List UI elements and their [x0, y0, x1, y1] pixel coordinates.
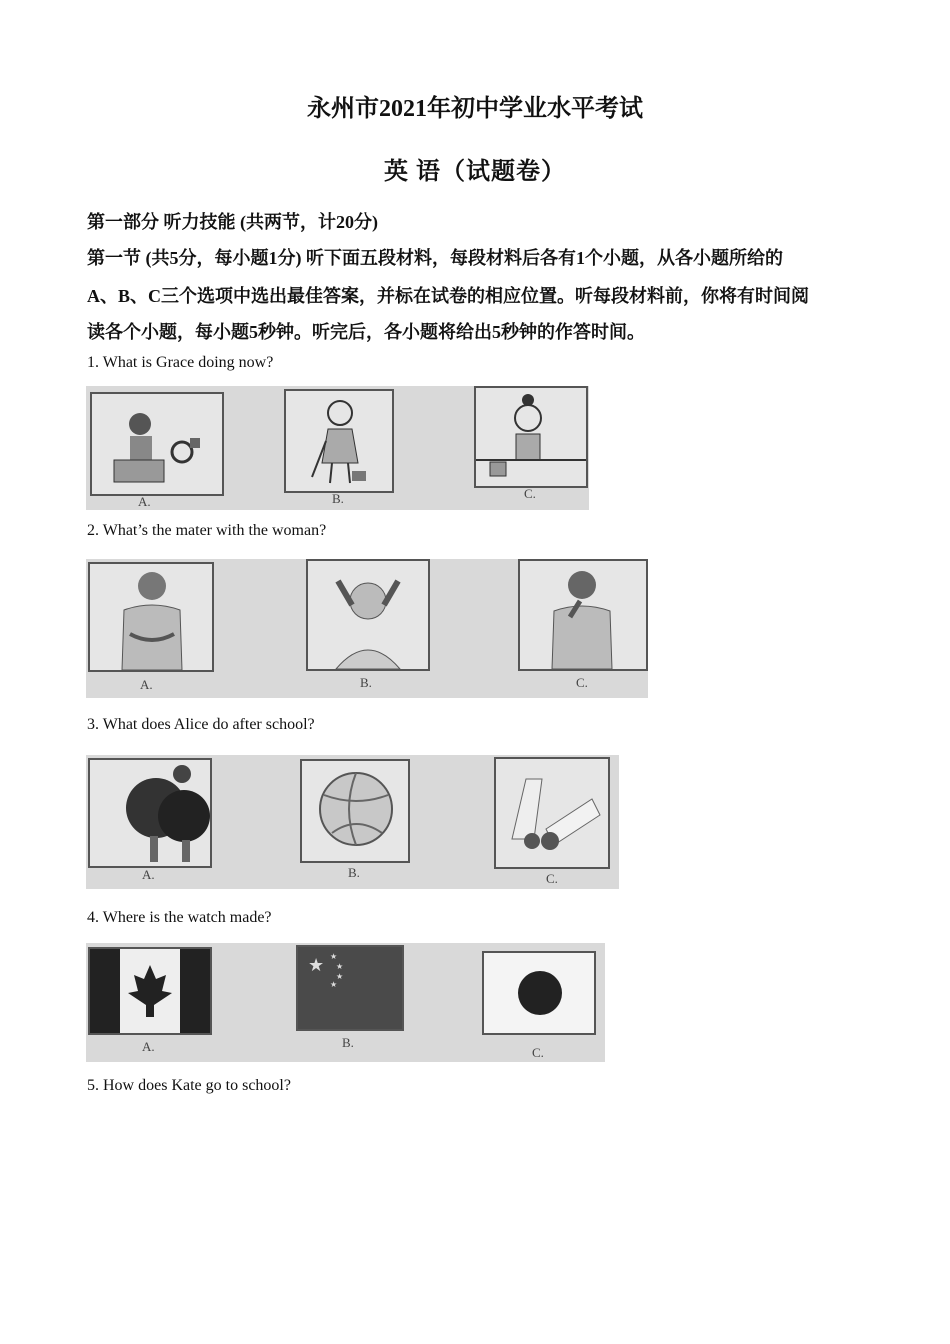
option-a-label: A.: [138, 494, 151, 509]
question-4: 4. Where is the watch made?: [87, 909, 272, 926]
ping-pong-paddles-icon: [90, 760, 210, 866]
question-1: 1. What is Grace doing now?: [87, 354, 274, 371]
option-b-picture: [284, 389, 394, 493]
option-c-label: C.: [576, 675, 588, 690]
option-b-picture: [300, 759, 410, 863]
option-b-label: B.: [360, 675, 372, 690]
girl-sweeping-icon: [286, 391, 392, 491]
woman-stomachache-icon: [90, 564, 212, 670]
option-c-picture: [518, 559, 648, 671]
shuttlecock-icon: [496, 759, 608, 867]
option-c-label: C.: [532, 1045, 544, 1060]
japan-flag-icon: [484, 953, 594, 1033]
exam-title: 永州市2021年初中学业水平考试: [307, 96, 643, 122]
option-a-picture: [90, 392, 224, 496]
option-c-picture: [482, 951, 596, 1035]
canada-flag-icon: [90, 949, 210, 1033]
option-b-label: B.: [348, 865, 360, 880]
option-a-label: A.: [142, 867, 155, 882]
girl-washing-icon: [476, 388, 586, 486]
question-4-picture: [86, 943, 605, 1062]
volleyball-icon: [302, 761, 408, 861]
option-c-picture: [474, 386, 588, 488]
option-a-label: A.: [140, 677, 153, 692]
option-b-picture: [306, 559, 430, 671]
svg-text:★: ★: [308, 955, 325, 975]
option-c-picture: [494, 757, 610, 869]
option-a-picture: [88, 562, 214, 672]
question-2: 2. What’s the mater with the woman?: [87, 522, 327, 539]
option-a-picture: [88, 758, 212, 868]
svg-text:★: ★: [330, 980, 338, 989]
instruction-line-3: 读各个小题，每小题5秒钟。听完后，各小题将给出5秒钟的作答时间。: [87, 322, 645, 342]
woman-cough-icon: [520, 561, 646, 669]
svg-text:★: ★: [336, 962, 344, 971]
question-3: 3. What does Alice do after school?: [87, 716, 315, 733]
option-b-label: B.: [342, 1035, 354, 1050]
exam-subtitle: 英 语（试题卷）: [384, 159, 566, 185]
instruction-line-2: A、B、C三个选项中选出最佳答案，并标在试卷的相应位置。听每段材料前，你将有时间阅: [87, 286, 809, 306]
svg-text:★: ★: [330, 952, 338, 961]
option-b-picture: [296, 945, 404, 1031]
question-5: 5. How does Kate go to school?: [87, 1077, 291, 1094]
option-a-picture: [88, 947, 212, 1035]
woman-headache-icon: [308, 561, 428, 669]
question-2-picture: [86, 559, 648, 698]
option-a-label: A.: [142, 1039, 155, 1054]
question-3-picture: [86, 755, 619, 889]
girl-cooking-icon: [92, 394, 222, 494]
instruction-line-1: 第一节 (共5分，每小题1分) 听下面五段材料，每段材料后各有1个小题，从各小题所给的: [87, 248, 783, 268]
section-heading: 第一部分 听力技能 (共两节，计20分): [87, 212, 378, 232]
option-c-label: C.: [546, 871, 558, 886]
option-b-label: B.: [332, 491, 344, 506]
option-c-label: C.: [524, 486, 536, 501]
question-1-picture: [86, 386, 589, 510]
svg-text:★: ★: [336, 972, 344, 981]
china-flag-icon: [298, 947, 402, 1029]
